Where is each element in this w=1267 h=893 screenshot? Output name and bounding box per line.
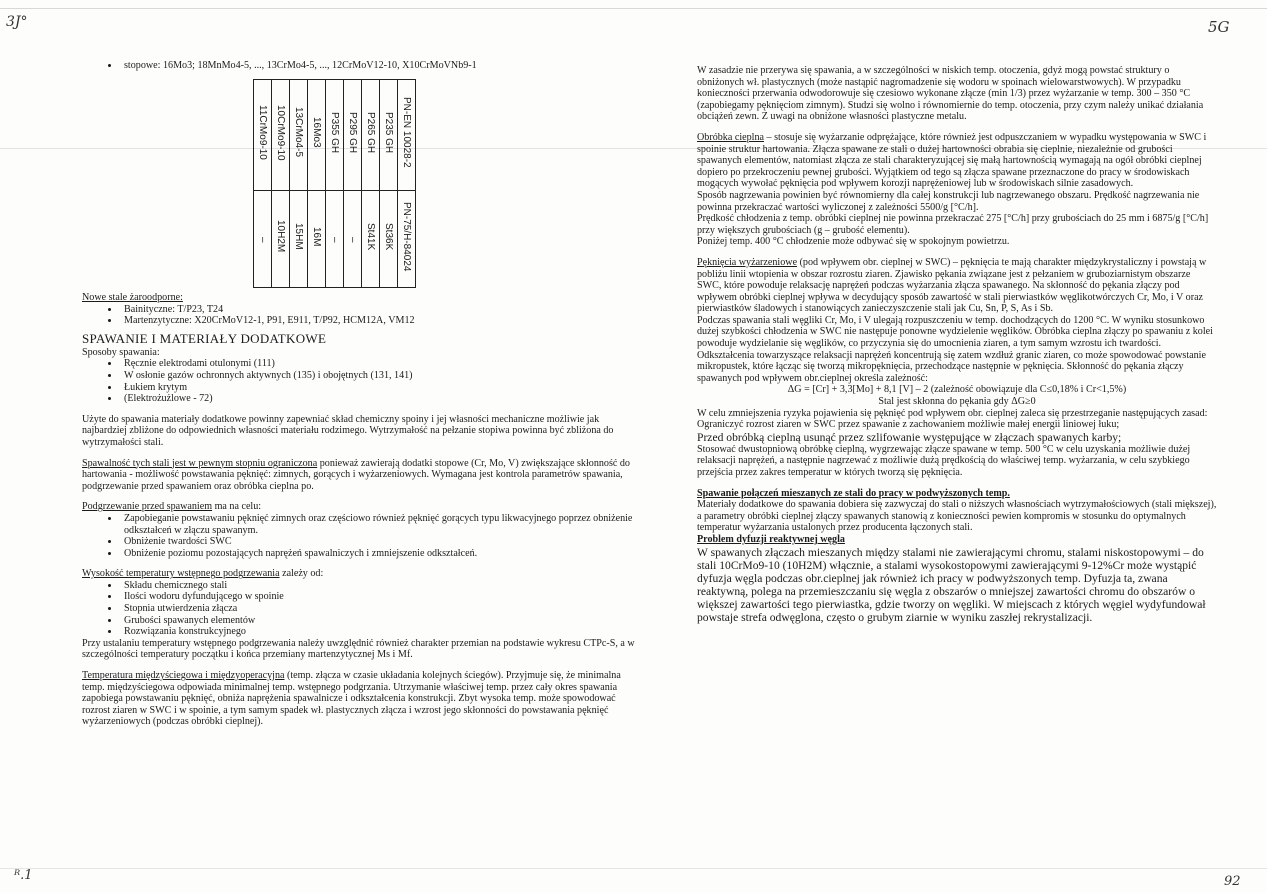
paragraph-pekniecia <box>697 257 1217 315</box>
temperatura-term: Temperatura międzyściegowa i międzyoperacyjna <box>82 670 285 682</box>
corner-mark-top-left: 3J° <box>6 14 28 30</box>
wysokosc-list <box>82 580 642 638</box>
corner-mark-top-right: 5G <box>1208 18 1230 36</box>
sposoby-title: Sposoby spawania: <box>82 346 160 358</box>
table-cell: P295 GH <box>344 80 362 191</box>
table-header-cell: PN-EN 10028-2 <box>398 80 416 191</box>
paragraph-ustalaniu: Przy ustalaniu temperatury wstępnego podgrzewania należy uwzględnić również charakter przemian na podstawie wykresu CTPc-S, a w szczególności temperatury początku i końca przemiany martenzytycznej Ms i Mf. <box>82 637 635 661</box>
podgrzewanie-term: Podgrzewanie przed spawaniem <box>82 501 213 513</box>
podgrzewanie-list <box>82 513 642 559</box>
stopowe-item: • stopowe: 16Mo3; 18MnMo4-5, ..., 13CrMo4-5, ..., 12CrMoV12-10, X10CrMoVNb9-1 <box>120 60 642 72</box>
scan-line-bottom <box>0 868 1267 869</box>
paragraph-zasadzie: W zasadzie nie przerywa się spawania, a w szczególności w niskich temp. otoczenia, gdyż mogą powstać struktury o obniżonych wł. plastycznych (może nastąpić nagromadzenie się wodoru w spoinach wielowarstwowych). W przypadku konieczności przerwania odwodorowuje się czesiowo wykonane złącze (min 1/3) przez wyżarzanie w temp. 300 – 350 °C (zapobiegamy pęknięciom zimnym). Studzi się wolno i równomiernie do temp. otoczenia, przy czym należy unikać działania obciążeń zewn. Z uwagi na obniżone własności plastyczne metalu. <box>697 65 1204 123</box>
list-item: • Martenzytyczne: X20CrMoV12-1, P91, E911, T/P92, HCM12A, VM12 <box>120 315 642 327</box>
spawalnosc-term: Spawalność tych stali jest w pewnym stopniu ograniczona <box>82 457 318 469</box>
left-page-body <box>82 292 642 728</box>
list-item: • Zapobieganie powstawaniu pęknięć zimnych oraz częściowo również pęknięć gorących typu likwacyjnego poprzez obniżenie odkształceń w złączu spawanym. <box>120 513 642 536</box>
table-cell: 13CrMo4-5 <box>290 80 308 191</box>
list-item: • Łukiem krytym <box>120 382 642 394</box>
table-cell: – <box>326 191 344 288</box>
table-cell: P235 GH <box>380 80 398 191</box>
right-page <box>697 65 1217 624</box>
formula-condition: Stal jest skłonna do pękania gdy ΔG≥0 <box>878 396 1036 408</box>
paragraph-podgrzewanie <box>82 501 642 513</box>
list-item: • Obniżenie poziomu pozostających naprężeń spawalniczych i zmniejszenie odkształceń. <box>120 548 642 560</box>
table-cell: P265 GH <box>362 80 380 191</box>
paragraph-spawalnosc <box>82 458 642 493</box>
left-page <box>82 60 642 72</box>
list-item: • Składu chemicznego stali <box>120 580 642 592</box>
paragraph-stosowac: Stosować dwustopniową obróbkę cieplną, wygrzewając złącze spawane w temp. 500 °C w celu uzyskania możliwie dużej relaksacji naprężeń, a następnie nagrzewać z możliwie dużą prędkością do właściwej temp. wyżarzania, w celu szybkiego przejścia przez zakres temperatur w których tworzą się pęknięcia. <box>697 443 1191 478</box>
table-cell: – <box>254 191 272 288</box>
paragraph-materialy: Materiały dodatkowe do spawania dobiera się zazwyczaj do stali o niższych własnościach wytrzymałościowych (stali miększej), a parametry obróbki cieplnej złączy spawanych stanowią z konieczności pewien kompromis w stosunku do optymalnych temperatur wyżarzania ustalonych przez producenta łączonych stali. <box>697 499 1217 534</box>
paragraph-ograniczyc: Ograniczyć rozrost ziaren w SWC przez spawanie z zachowaniem możliwie małej energii liniowej łuku; <box>697 419 1120 431</box>
obrobka-term: Obróbka cieplna <box>697 131 764 143</box>
table-cell: 15HM <box>290 191 308 288</box>
table-row-pn-en <box>254 80 416 191</box>
list-item: • Ilości wodoru dyfundującego w spoinie <box>120 591 642 603</box>
list-item: • (Elektrożużlowe - 72) <box>120 393 642 405</box>
list-item: • Grubości spawanych elementów <box>120 615 642 627</box>
paragraph-uzyte: Użyte do spawania materiały dodatkowe powinny zapewniać skład chemiczny spoiny i jej własności mechaniczne możliwie jak najbardziej zbliżone do odpowiednich własności materiału rodzimego. Wytrzymałość na pełzanie stopiwa powinna być zbliżona do wytrzymałości stali. <box>82 413 614 448</box>
table-cell: 11CrMo9-10 <box>254 80 272 191</box>
table-cell: 16M <box>308 191 326 288</box>
paragraph-wysokosc <box>82 568 642 580</box>
pekniecia-text: (pod wpływem obr. cieplnej w SWC) – pęknięcia te mają charakter międzykrystaliczny i powstają w pobliżu linii wtopienia w obszar rozrostu ziaren. Zjawisko pękania związane jest z pełzaniem w gruboziarnistym obszarze SWC, które powoduje relaksację naprężeń podczas wyżarzania złącza spawanego. Na skłonność do pękania złączy pod wpływem obróbki cieplnej wpływa w decydujący sposób zawartość w stali pierwiastków węglikotwórczych Cr, Mo, i V oraz pierwiastków śladowych i stanowiących zanieczyszczenie stali jak Cu, Sn, P, S, As i Sb. <box>697 256 1207 315</box>
paragraph-ponizej: Poniżej temp. 400 °C chłodzenie może odbywać się w spokojnym powietrzu. <box>697 236 1010 248</box>
paragraph-problem: W spawanych złączach mieszanych między stalami nie zawierającymi chromu, stalami niskostopowymi – do stali 10CrMo9-10 (10H2M) włącznie, a stalami wysokostopowymi zawierającymi 9-12%Cr może wystąpić dyfuzja węgla podczas obr.cieplnej jak również ich pracy w podwyższonych temp. Dyfuzja ta, zwana reaktywną, polega na przemieszczaniu się węgla z obszarów o mniejszej zawartości chromu do obszarów o większej zawartości tego pierwiastka, gdzie tworzy on węgliki. W miejscach z których węgiel wydyfundował powstaje strefa odwęglona, często o grubym ziarnie w wyniku zaszłej rekrystalizacji. <box>697 545 1206 624</box>
section-heading: SPAWANIE I MATERIAŁY DODATKOWE <box>82 330 327 346</box>
spawalnosc-text: ponieważ zawierają dodatki stopowe (Cr, Mo, V) zwiększające skłonność do hartowania - możliwość powstawania pęknięć: zimnych, gorących i wyżarzeniowych. Wymagana jest kontrola parametrów spawania, podgrzewanie przed spawaniem oraz obróbka cieplna po. <box>82 457 630 492</box>
paragraph-celu: W celu zmniejszenia ryzyka pojawienia się pęknięć pod wpływem obr. cieplnej zaleca się przestrzeganie następujących zasad: <box>697 407 1208 419</box>
problem-heading: Problem dyfuzji reaktywnej węgla <box>697 533 845 545</box>
podgrzewanie-text: ma na celu: <box>212 501 262 513</box>
paragraph-przed: Przed obróbką cieplną usunąć przez szlifowanie występujące w złączach spawanych karby; <box>697 430 1122 444</box>
table-row-pn-h <box>254 191 416 288</box>
wysokosc-text: zależy od: <box>279 568 324 580</box>
wysokosc-term: Wysokość temperatury wstępnego podgrzewania <box>82 568 280 580</box>
corner-mark-bottom-left: ᴿ.1 <box>14 868 33 883</box>
pekniecia-term: Pęknięcia wyżarzeniowe <box>697 256 798 268</box>
paragraph-predkosc: Prędkość chłodzenia z temp. obróbki cieplnej nie powinna przekraczać 275 [°C/h] przy grubościach do 25 mm i 6875/g [°C/h] przy większych grubościach (g – grubość elementu). <box>697 213 1209 236</box>
nowe-stale-title: Nowe stale żaroodporne: <box>82 292 183 303</box>
table-cell: 16Mo3 <box>308 80 326 191</box>
table-cell: P355 GH <box>326 80 344 191</box>
list-item: • Obniżenie twardości SWC <box>120 536 642 548</box>
table-cell: St41K <box>362 191 380 288</box>
formula: ΔG = [Cr] + 3,3[Mo] + 8,1 [V] – 2 (zależność obowiązuje dla C≤0,18% i Cr<1,5%) <box>787 384 1127 396</box>
list-item: • Stopnia utwierdzenia złącza <box>120 603 642 615</box>
table-header-cell: PN-75/H-84024 <box>398 191 416 288</box>
table-cell: – <box>344 191 362 288</box>
spawanie-mieszane-heading: Spawanie połączeń mieszanych ze stali do pracy w podwyższonych temp. <box>697 487 1010 499</box>
temperatura-text: (temp. złącza w czasie układania kolejnych ściegów). Przyjmuje się, że minimalna temp. międzyściegowa odpowiada minimalnej temp. wstępnego podgrzania. Utrzymanie właściwej temp. przez cały okres spawania zapobiega powstawaniu pęknięć, obniża naprężenia spawalnicze i odkształcenia konstrukcji. Zbyt wysoka temp. może spowodować rozrost ziaren w SWC i w spoinie, a tym samym spadek wł. plastycznych złącza i wzrost jego skłonności do powstawania pęknięć wyżarzeniowych (podczas obróbki cieplnej). <box>82 670 621 728</box>
list-item: • Bainityczne: T/P23, T24 <box>120 304 642 316</box>
stopowe-list <box>82 60 642 72</box>
table-cell: 10CrMo9-10 <box>272 80 290 191</box>
scan-line-top <box>0 8 1267 9</box>
paragraph-sposob: Sposób nagrzewania powinien być równomierny dla całej konstrukcji lub nagrzewanego obszaru. Prędkość nagrzewania nie powinna przekraczać wartości wyliczonej z zależności 5500/g [°C/h]. <box>697 189 1200 213</box>
paragraph-podczas: Podczas spawania stali węgliki Cr, Mo, i V ulegają rozpuszczeniu w temp. dochodzących do 1200 °C. W wyniku stosunkowo dużej szybkości chłodzenia w SWC nie następuje ponowne wydzielenie węglików. Obróbka cieplna złączy po spawaniu z kolei powoduje wydzielanie się węglików, co przyczynia się do umocnienia ziaren, a tym samym wzrostu ich twardości. Odkształcenia towarzyszące relaksacji naprężeń koncentrują się zatem wzdłuż granic ziaren, co może spowodować powstanie mikropustek, które łącząc się tworzą mikropęknięcia, przechodzące następnie w pęknięcia. Skłonność do pękania złączy spawanych pod wpływem obr.cieplnej określa zależność: <box>697 314 1213 384</box>
table-cell: 10H2M <box>272 191 290 288</box>
obrobka-text: – stosuje się wyżarzanie odprężające, które również jest odpuszczaniem w wypadku występowania w SWC i spoinie struktur hartowania. Złącza spawane ze stali o dużej hartowności obrabia się cieplnie, niezależnie od grubości spawanych elementów, natomiast złącza ze stali charakteryzującej się małą hartownością wymagają na ogół obróbki cieplnej dopiero po przekroczeniu pewnej grubości. Wyjątkiem od tego są złącza spawane przeznaczone do pracy w środowiskach mogących wywołać pęknięcia pod wpływem korozji naprężeniowej lub w środowiskach silnie zasadowych. <box>697 131 1207 190</box>
nowe-stale-list <box>82 304 642 327</box>
paragraph-obrobka <box>697 132 1217 190</box>
paragraph-temperatura <box>82 670 642 728</box>
list-item: • Ręcznie elektrodami otulonymi (111) <box>120 358 642 370</box>
steel-designation-table <box>253 79 416 288</box>
sposoby-list <box>82 358 642 404</box>
list-item: • Rozwiązania konstrukcyjnego <box>120 626 642 638</box>
corner-mark-bottom-right: 92 <box>1224 874 1241 889</box>
table-cell: St36K <box>380 191 398 288</box>
list-item: • W osłonie gazów ochronnych aktywnych (135) i obojętnych (131, 141) <box>120 370 642 382</box>
